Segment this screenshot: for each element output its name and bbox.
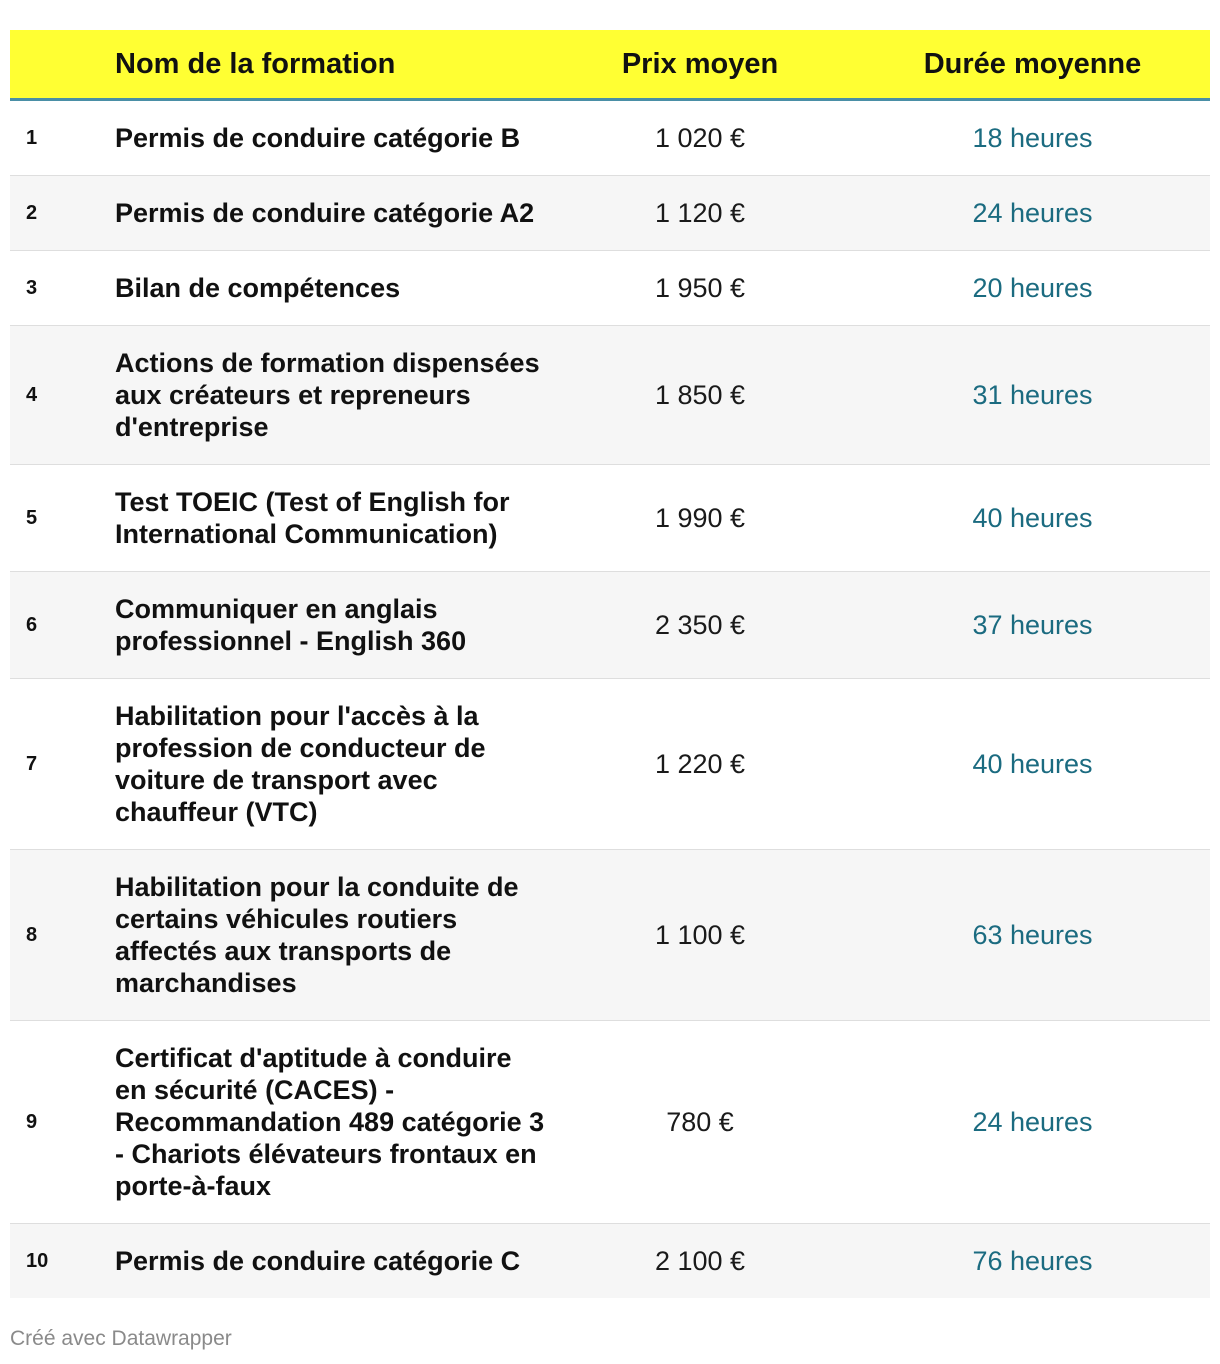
row-duration: 37 heures [972, 609, 1093, 640]
header-price: Prix moyen [545, 30, 855, 100]
row-price: 1 850 € [654, 379, 746, 410]
formations-table [10, 30, 1210, 1298]
row-name: Permis de conduire catégorie A2 [115, 198, 535, 228]
row-rank: 4 [26, 383, 38, 406]
table-row [10, 1021, 1210, 1224]
row-name: Certificat d'aptitude à conduire en sécurité (CACES) - Recommandation 489 catégorie 3 - Chariots élévateurs frontaux en porte-à-faux [115, 1043, 545, 1201]
row-name: Communiquer en anglais professionnel - English 360 [115, 594, 467, 656]
row-duration: 76 heures [972, 1245, 1093, 1276]
table-row [10, 850, 1210, 1021]
row-rank: 2 [26, 201, 38, 224]
header-duration: Durée moyenne [855, 30, 1210, 100]
header-rank [10, 30, 115, 100]
row-price: 1 990 € [654, 502, 746, 533]
row-rank: 7 [26, 752, 38, 775]
header-name: Nom de la formation [115, 30, 545, 100]
formations-table-container [10, 30, 1210, 1298]
row-price: 1 120 € [654, 197, 746, 228]
row-duration: 24 heures [972, 197, 1093, 228]
row-rank: 1 [26, 126, 38, 149]
table-row [10, 572, 1210, 679]
row-rank: 5 [26, 506, 38, 529]
row-name: Habilitation pour l'accès à la profession de conducteur de voiture de transport avec chauffeur (VTC) [115, 701, 486, 827]
row-rank: 10 [26, 1249, 49, 1272]
footer-credit: Créé avec Datawrapper [10, 1327, 232, 1350]
table-row [10, 679, 1210, 850]
table-row [10, 176, 1210, 251]
row-name: Test TOEIC (Test of English for International Communication) [115, 487, 510, 549]
table-row [10, 251, 1210, 326]
row-rank: 6 [26, 613, 38, 636]
row-name: Bilan de compétences [115, 273, 401, 303]
row-name: Permis de conduire catégorie C [115, 1246, 521, 1276]
row-price: 1 100 € [654, 919, 746, 950]
table-row [10, 465, 1210, 572]
row-duration: 40 heures [972, 748, 1093, 779]
table-header-row [10, 30, 1210, 100]
row-rank: 9 [26, 1110, 38, 1133]
table-row [10, 326, 1210, 465]
table-body [10, 100, 1210, 1299]
row-price: 780 € [666, 1106, 734, 1137]
row-price: 2 350 € [654, 609, 746, 640]
row-duration: 24 heures [972, 1106, 1093, 1137]
row-name: Actions de formation dispensées aux créateurs et repreneurs d'entreprise [115, 348, 540, 442]
row-price: 1 950 € [654, 272, 746, 303]
row-duration: 40 heures [972, 502, 1093, 533]
row-price: 2 100 € [654, 1245, 746, 1276]
row-duration: 63 heures [972, 919, 1093, 950]
row-rank: 3 [26, 276, 38, 299]
row-price: 1 220 € [654, 748, 746, 779]
row-name: Habilitation pour la conduite de certains véhicules routiers affectés aux transports de marchandises [115, 872, 519, 998]
table-row [10, 1224, 1210, 1299]
row-duration: 18 heures [972, 122, 1093, 153]
row-duration: 31 heures [972, 379, 1093, 410]
row-duration: 20 heures [972, 272, 1093, 303]
row-rank: 8 [26, 923, 38, 946]
table-row [10, 100, 1210, 176]
row-price: 1 020 € [654, 122, 746, 153]
row-name: Permis de conduire catégorie B [115, 123, 521, 153]
